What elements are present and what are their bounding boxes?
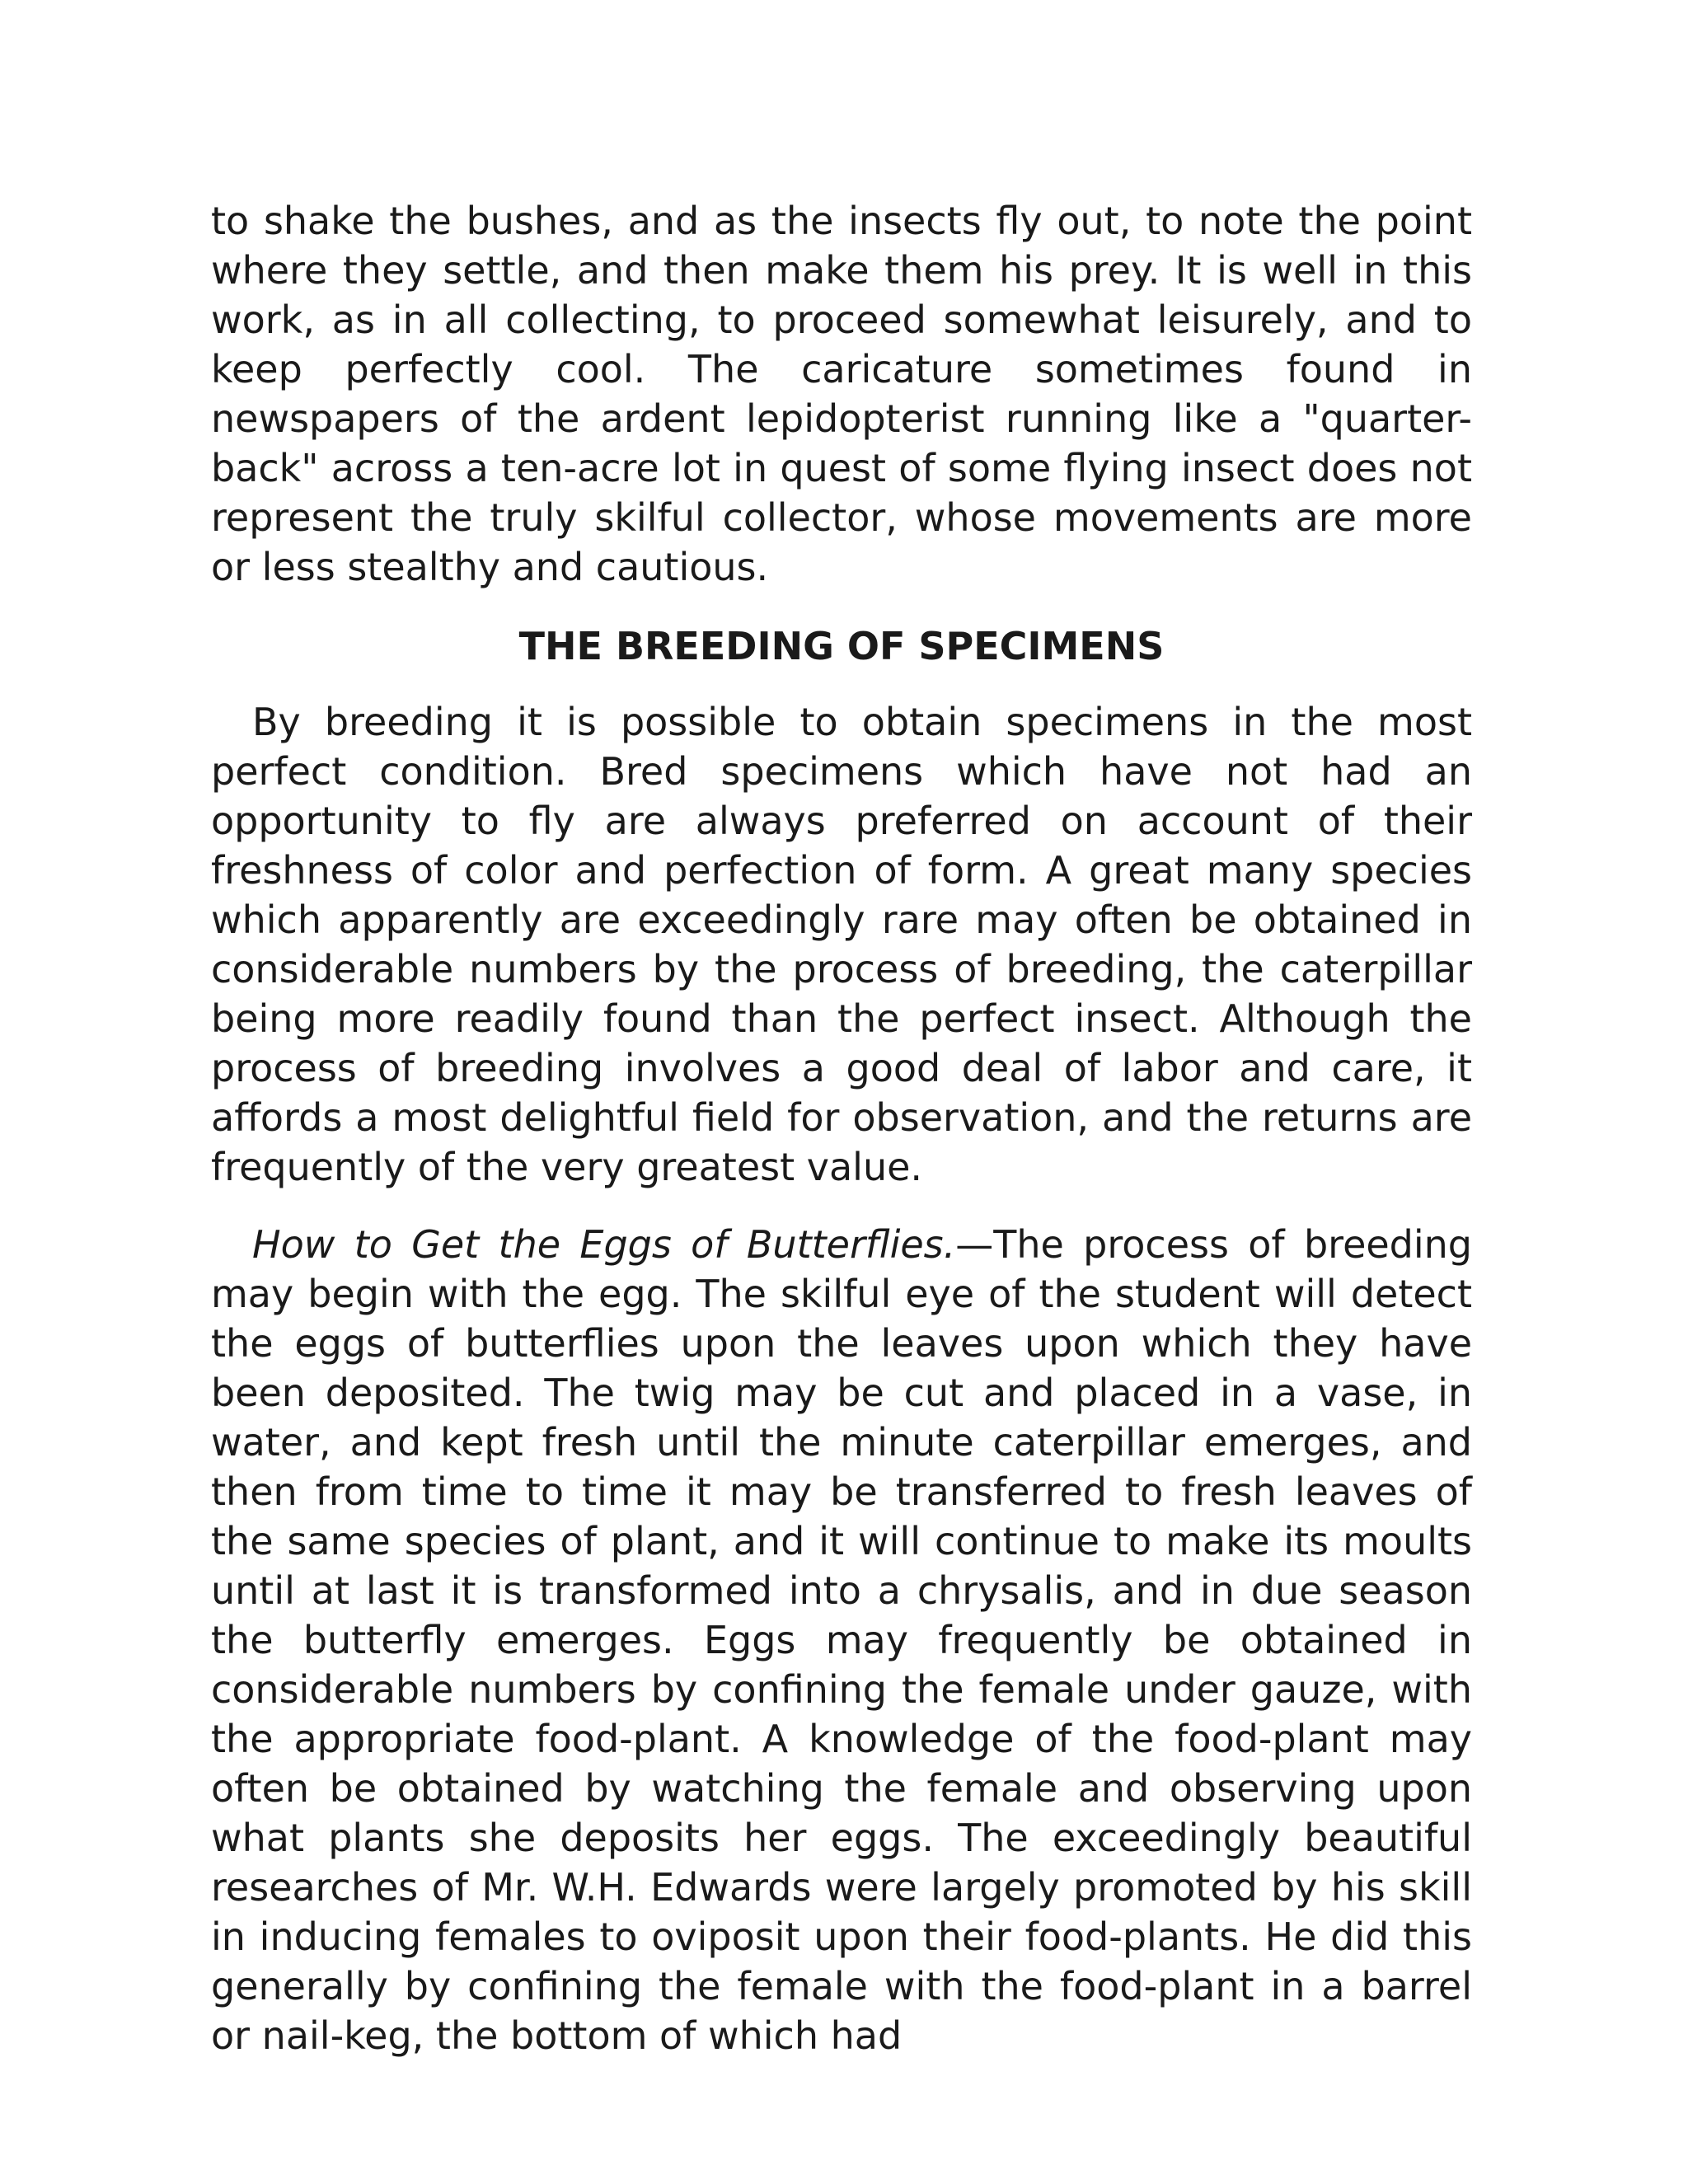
paragraph-collecting: to shake the bushes, and as the insects fly out, to note the point where they settle, and then make them his prey. It is well in this work, as in all collecting, to proceed somewhat leisurely, and to keep perfectly cool. The caricature sometimes found in newspapers of the ardent lepidopterist running like a "quarter-back" across a ten-acre lot in quest of some flying insect does not represent the truly skilful collector, whose movements are more or less stealthy and cautious. [211, 199, 1472, 589]
paragraph-eggs [211, 1220, 1472, 2060]
paragraph-eggs-title: How to Get the Eggs of Butterflies. [252, 1222, 956, 1267]
section-heading: THE BREEDING OF SPECIMENS [518, 624, 1165, 668]
document-page [211, 196, 1472, 2060]
paragraph-breeding: By breeding it is possible to obtain specimens in the most perfect condition. Bred specimens which have not had an opportunity to fly are always preferred on account of their freshness of color and perfection of form. A great many species which apparently are exceedingly rare may often be obtained in considerable numbers by the process of breeding, the caterpillar being more readily found than the perfect insect. Although the process of breeding involves a good deal of labor and care, it affords a most delightful field for observation, and the returns are frequently of the very greatest value. [211, 700, 1472, 1189]
paragraph-eggs-body: —The process of breeding may begin with the egg. The skilful eye of the student will detect the eggs of butterflies upon the leaves upon which they have been deposited. The twig may be cut and placed in a vase, in water, and kept fresh until the minute caterpillar emerges, and then from time to time it may be transferred to fresh leaves of the same species of plant, and it will continue to make its moults until at last it is transformed into a chrysalis, and in due season the butterfly emerges. Eggs may frequently be obtained in considerable numbers by confining the female under gauze, with the appropriate food-plant. A knowledge of the food-plant may often be obtained by watching the female and observing upon what plants she deposits her eggs. The exceedingly beautiful researches of Mr. W.H. Edwards were largely promoted by his skill in inducing females to oviposit upon their food-plants. He did this generally by confining the female with the food-plant in a barrel or nail-keg, the bottom of which had [211, 1222, 1473, 2058]
